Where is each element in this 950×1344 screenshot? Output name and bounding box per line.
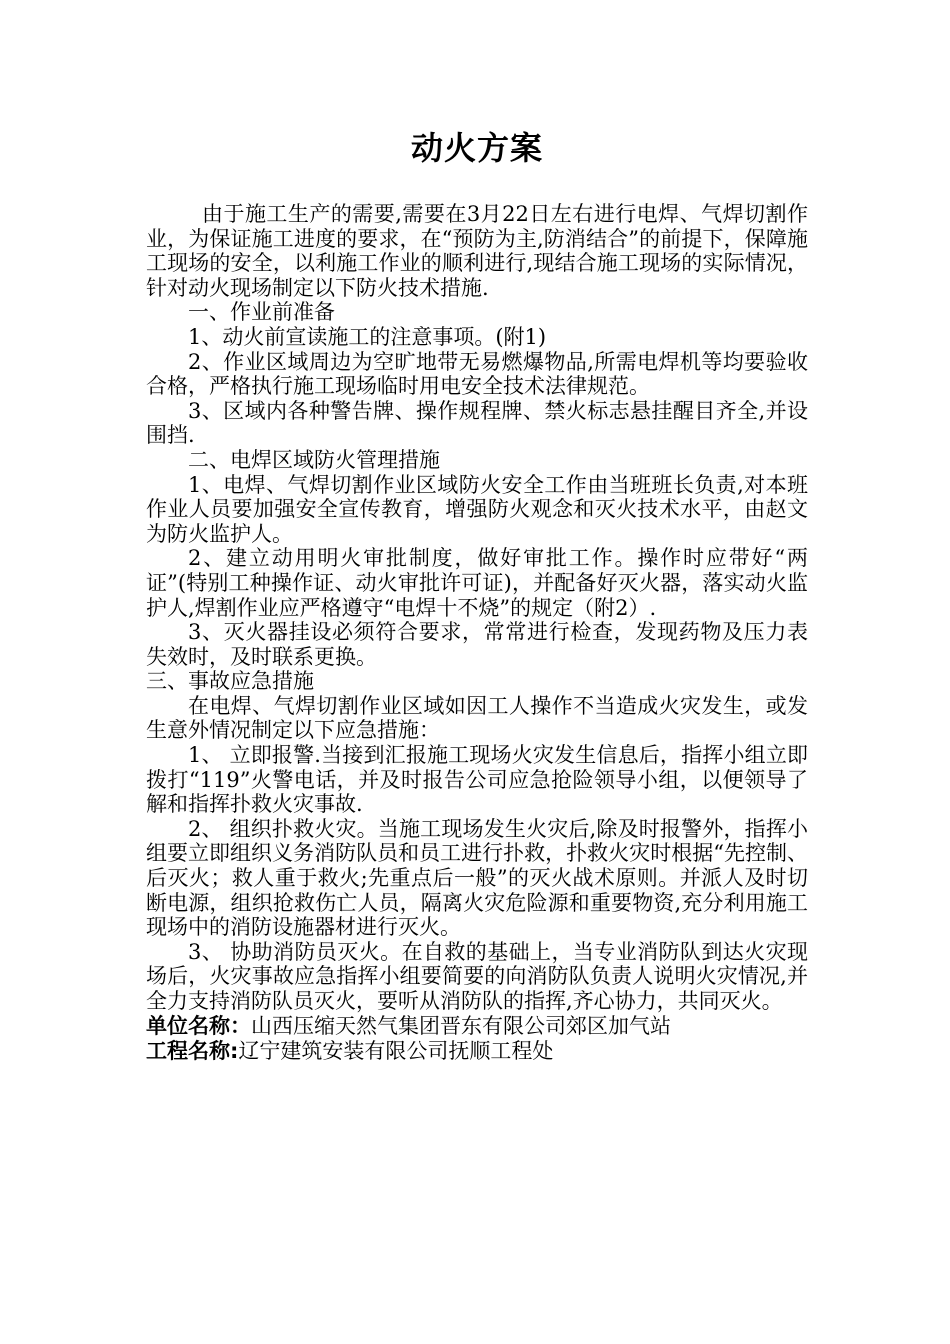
section-heading-emergency: 三、事故应急措施 xyxy=(146,669,314,694)
unit-name-value: 山西压缩天然气集团晋东有限公司郊区加气站 xyxy=(251,1013,671,1038)
preparation-item-1: 1、动火前宣读施工的注意事项。(附1) xyxy=(188,324,547,349)
emergency-item-2: 2、 组织扑救火灾。当施工现场发生火灾后,除及时报警外，指挥小组要立即组织义务消防队员和员工进行扑救，扑救火灾时根据“先控制、后灭火；救人重于救火;先重点后一般”的灭火战术原则。并派人及时切断电源，组织抢救伤亡人员，隔离火灾危险源和重要物资,充分利用施工现场中的消防设施器材进行灭火。 xyxy=(146,816,808,940)
document-title: 动火方案 xyxy=(410,129,543,167)
project-name-value: 辽宁建筑安装有限公司抚顺工程处 xyxy=(238,1038,554,1063)
unit-name-line xyxy=(146,1014,808,1039)
preparation-item-3: 3、区域内各种警告牌、操作规程牌、禁火标志悬挂醒目齐全,并设围挡. xyxy=(146,398,808,448)
section-heading-fire-management: 二、电焊区域防火管理措施 xyxy=(188,447,440,472)
section-heading-preparation: 一、作业前准备 xyxy=(188,300,335,325)
fire-management-item-3: 3、灭火器挂设必须符合要求，常常进行检查，发现药物及压力表失效时，及时联系更换。 xyxy=(146,620,808,669)
document-body xyxy=(146,202,808,1014)
emergency-intro: 在电焊、气焊切割作业区域如因工人操作不当造成火灾发生，或发生意外情况制定以下应急措施： xyxy=(146,693,808,743)
project-name-line xyxy=(146,1039,808,1064)
document-page xyxy=(146,120,808,1064)
emergency-item-3: 3、 协助消防员灭火。在自救的基础上，当专业消防队到达火灾现场后，火灾事故应急指挥小组要简要的向消防队负责人说明火灾情况,并全力支持消防队员灭火，要听从消防队的指挥,齐心协力，共同灭火。 xyxy=(146,939,808,1013)
fire-management-item-1: 1、电焊、气焊切割作业区域防火安全工作由当班班长负责,对本班作业人员要加强安全宣传教育，增强防火观念和灭火技术水平，由赵文为防火监护人。 xyxy=(146,472,808,546)
project-name-label: 工程名称: xyxy=(146,1038,239,1063)
unit-name-label: 单位名称： xyxy=(146,1013,251,1038)
intro-paragraph: 由于施工生产的需要,需要在3月22日左右进行电焊、气焊切割作业，为保证施工进度的要求，在“预防为主,防消结合”的前提下，保障施工现场的安全，以利施工作业的顺利进行,现结合施工现场的实际情况，针对动火现场制定以下防火技术措施. xyxy=(146,202,808,300)
fire-management-item-2: 2、建立动用明火审批制度，做好审批工作。操作时应带好“两证”(特别工种操作证、动火审批许可证)，并配备好灭火器，落实动火监护人,焊割作业应严格遵守“电焊十不烧”的规定（附2）. xyxy=(146,546,808,620)
preparation-item-2: 2、作业区域周边为空旷地带无易燃爆物品,所需电焊机等均要验收合格，严格执行施工现场临时用电安全技术法律规范。 xyxy=(146,349,808,399)
emergency-item-1: 1、 立即报警.当接到汇报施工现场火灾发生信息后，指挥小组立即拨打“119”火警电话，并及时报告公司应急抢险领导小组，以便领导了解和指挥扑救火灾事故. xyxy=(146,743,808,817)
